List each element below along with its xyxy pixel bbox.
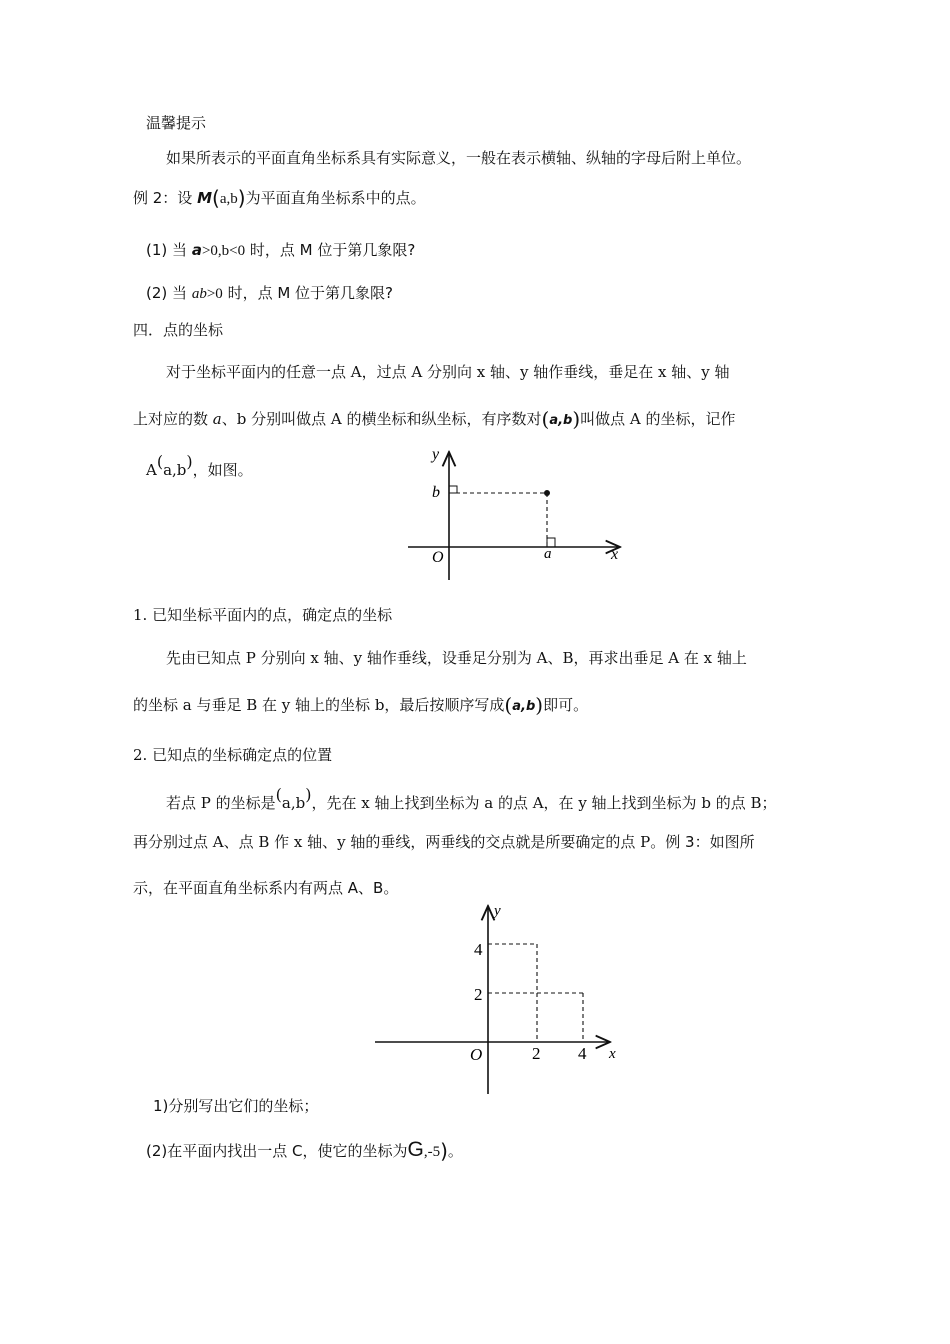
q2-tail: 时，点 M 位于第几象限? — [227, 284, 394, 302]
p3-coords: a,b — [163, 461, 187, 479]
fig2-x-tick-4: 4 — [578, 1044, 587, 1063]
p2-pair: a,b — [549, 413, 573, 428]
item1-p2: 的坐标 a 与垂足 B 在 y 轴上的坐标 b，最后按顺序写成(a,b)即可。 — [133, 693, 589, 717]
tip-title: 温馨提示 — [146, 114, 207, 132]
section4-p1: 对于坐标平面内的任意一点 A，过点 A 分别向 x 轴、y 轴作垂线，垂足在 x 轴、y 轴 — [166, 363, 730, 381]
example2-rest: 为平面直角坐标系中的点。 — [245, 189, 426, 207]
fig2-x-label: x — [609, 1046, 616, 1062]
example3-q1: 1)分别写出它们的坐标； — [153, 1097, 319, 1115]
q2-var: ab — [191, 286, 207, 302]
coordinate-figure-1 — [400, 440, 640, 590]
coordinate-figure-2 — [370, 900, 630, 1100]
q2-glyph-g: G — [407, 1138, 424, 1161]
section4-p2: 上对应的数 a、b 分别叫做点 A 的横坐标和纵坐标，有序数对(a,b)叫做点 A 的坐标，记作 — [133, 407, 736, 431]
example2-q2 — [146, 283, 393, 304]
section4-heading: 四．点的坐标 — [133, 321, 224, 339]
p2-var-a: a — [212, 410, 222, 428]
fig1-origin-label: O — [432, 549, 444, 566]
q2-label: (2) 当 — [146, 284, 188, 302]
fig1-x-label: x — [611, 546, 619, 563]
p3-tail: ，如图。 — [192, 461, 253, 479]
point-a — [544, 490, 550, 496]
item1-p2-b: 即可。 — [543, 696, 589, 714]
p3-point: A — [146, 461, 157, 479]
q2-text-a: (2)在平面内找出一点 C，使它的坐标为 — [146, 1142, 408, 1160]
fig1-a-label: a — [544, 546, 552, 562]
example2-intro: 例 2：设 — [133, 189, 193, 207]
item1-heading: 1. 已知坐标平面内的点，确定点的坐标 — [133, 606, 393, 624]
q2-value: ,-5 — [423, 1144, 441, 1160]
q1-var: a — [191, 241, 202, 259]
example2-coords: a,b — [219, 191, 238, 207]
q1-tail: 时，点 M 位于第几象限? — [249, 241, 416, 259]
item2-p2-b: 例 3：如图所 — [665, 833, 755, 851]
q2-text-b: 。 — [447, 1142, 463, 1160]
item2-p1-b: ，先在 x 轴上找到坐标为 a 的点 A，在 y 轴上找到坐标为 b 的点 B； — [311, 794, 777, 812]
q2-cond: >0 — [206, 286, 223, 302]
fig2-y-label: y — [494, 903, 501, 919]
p2-text-c: 叫做点 A 的坐标，记作 — [580, 410, 736, 428]
item2-p2 — [133, 832, 755, 852]
example2-point: M — [197, 189, 213, 207]
item2-p1-coords: a,b — [281, 794, 306, 812]
q1-cond: >0,b<0 — [201, 243, 246, 259]
example3-q2: (2)在平面内找出一点 C，使它的坐标为G,-5)。 — [146, 1138, 463, 1163]
item1-p1: 先由已知点 P 分别向 x 轴、y 轴作垂线，设垂足分别为 A、B，再求出垂足 A 在 x 轴上 — [166, 649, 747, 667]
section4-p3: A(a,b)，如图。 — [146, 452, 253, 479]
fig1-b-label: b — [432, 484, 440, 501]
fig2-origin-label: O — [470, 1045, 483, 1064]
example2-q1 — [146, 240, 415, 261]
tip-body: 如果所表示的平面直角坐标系具有实际意义，一般在表示横轴、纵轴的字母后附上单位。 — [166, 149, 752, 167]
example2-statement: 例 2：设 M(a,b)为平面直角坐标系中的点。 — [133, 186, 426, 210]
item1-p2-a: 的坐标 a 与垂足 B 在 y 轴上的坐标 b，最后按顺序写成 — [133, 696, 505, 714]
fig2-x-tick-2: 2 — [532, 1044, 541, 1063]
item2-heading: 2. 已知点的坐标确定点的位置 — [133, 746, 333, 764]
item2-p1-a: 若点 P 的坐标是 — [166, 794, 276, 812]
item2-p2-a: 再分别过点 A、点 B 作 x 轴、y 轴的垂线，两垂线的交点就是所要确定的点 P。 — [133, 833, 666, 851]
item2-p1: 若点 P 的坐标是(a,b)，先在 x 轴上找到坐标为 a 的点 A，在 y 轴上找到坐标为 b 的点 B； — [166, 785, 777, 812]
fig2-y-tick-4: 4 — [474, 940, 483, 959]
item1-p2-pair: a,b — [512, 699, 536, 714]
y-right-angle-mark — [449, 486, 457, 493]
p2-text-b: 、b 分别叫做点 A 的横坐标和纵坐标，有序数对 — [221, 410, 542, 428]
q1-label: (1) 当 — [146, 241, 188, 259]
fig2-y-tick-2: 2 — [474, 985, 483, 1004]
item2-p3: 示，在平面直角坐标系内有两点 A、B。 — [133, 879, 399, 897]
p2-text-a: 上对应的数 — [133, 410, 209, 428]
fig1-y-label: y — [432, 446, 440, 463]
